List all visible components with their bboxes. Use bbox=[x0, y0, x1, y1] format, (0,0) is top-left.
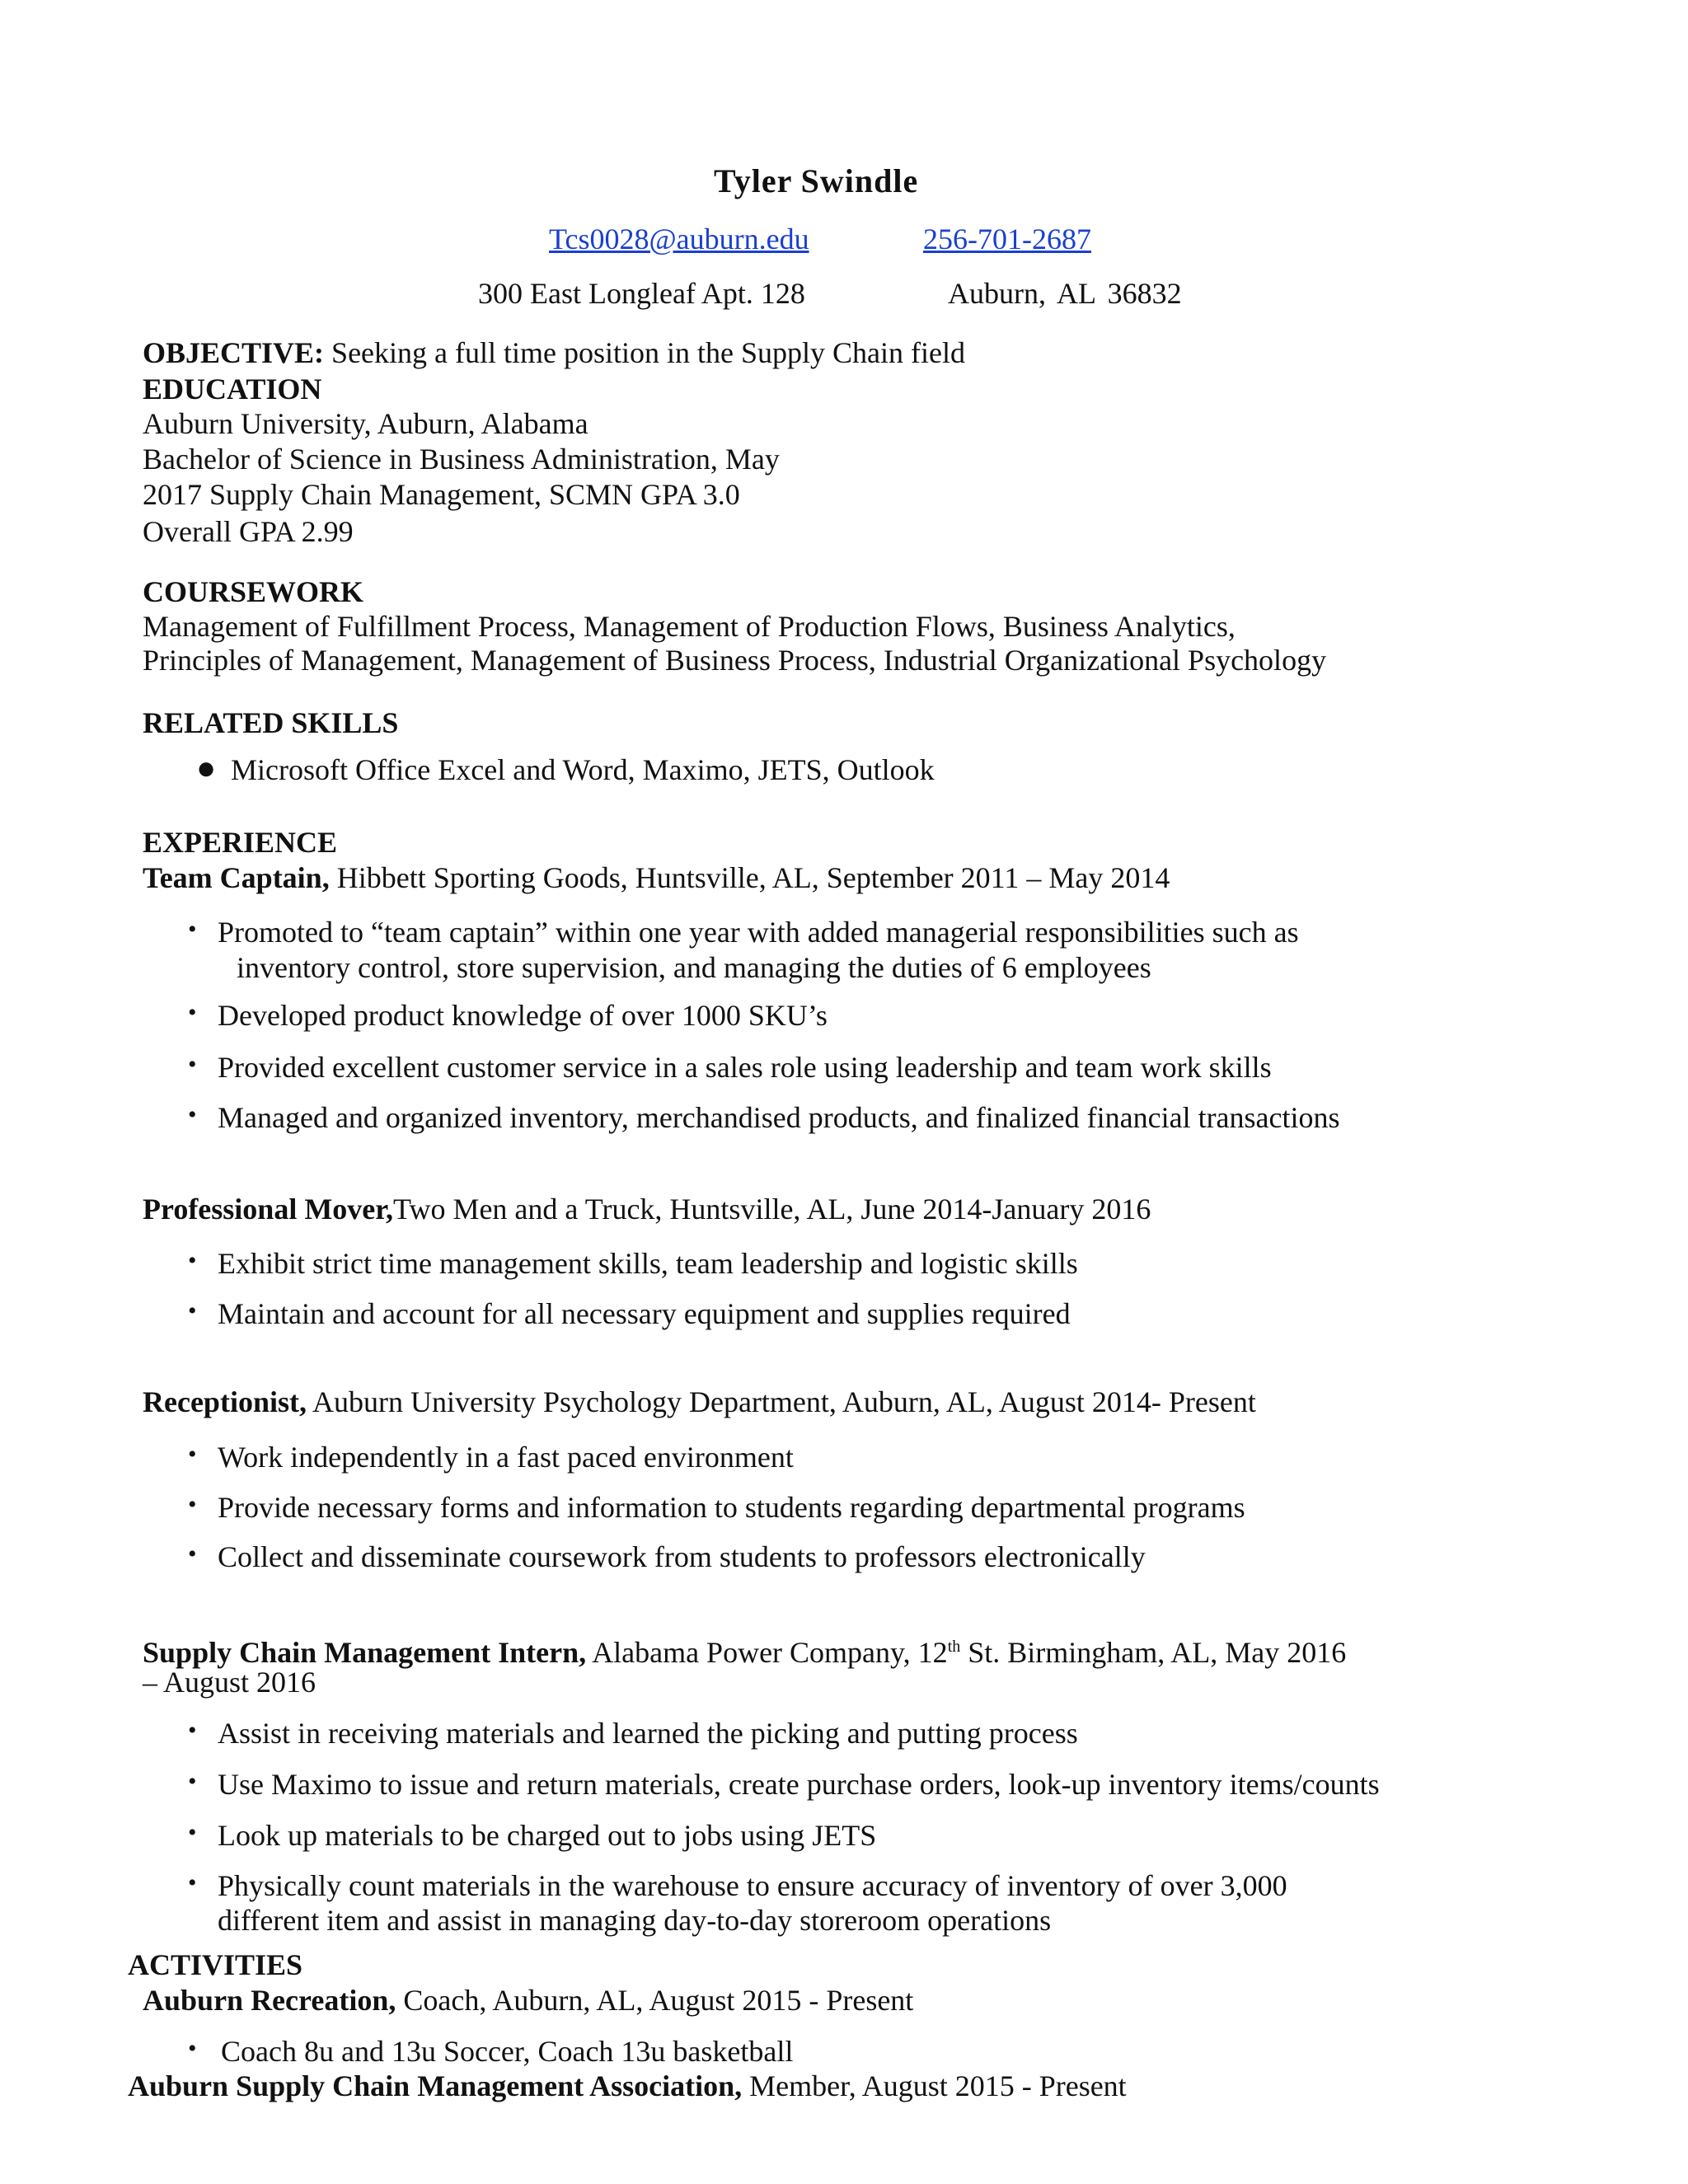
bullet-icon: • bbox=[188, 1101, 197, 1128]
job-bullet: Provided excellent customer service in a sales role using leadership and team work skills bbox=[218, 1051, 1272, 1084]
activity-details: Member, August 2015 - Present bbox=[742, 2069, 1127, 2102]
job-details: Auburn University Psychology Department, Auburn, AL, August 2014- Present bbox=[306, 1385, 1256, 1418]
bullet-icon: • bbox=[188, 1768, 197, 1795]
bullet-icon: • bbox=[188, 1247, 197, 1274]
city-state-zip: Auburn, AL 36832 bbox=[948, 277, 1182, 310]
education-line: Auburn University, Auburn, Alabama bbox=[143, 407, 588, 440]
bullet-icon: • bbox=[188, 916, 197, 943]
experience-heading: EXPERIENCE bbox=[143, 826, 338, 859]
street-address: 300 East Longleaf Apt. 128 bbox=[478, 277, 805, 310]
bullet-icon: • bbox=[188, 2035, 197, 2062]
bullet-icon: • bbox=[188, 1540, 197, 1568]
job-details: Hibbett Sporting Goods, Huntsville, AL, September 2011 – May 2014 bbox=[329, 861, 1170, 894]
education-line: 2017 Supply Chain Management, SCMN GPA 3.0 bbox=[143, 478, 740, 511]
job-header bbox=[143, 1629, 1346, 1671]
bullet-icon: • bbox=[188, 1051, 197, 1078]
skill-item: Microsoft Office Excel and Word, Maximo, JETS, Outlook bbox=[231, 753, 935, 786]
job-bullet: Provide necessary forms and information to students regarding departmental programs bbox=[218, 1491, 1245, 1524]
phone-link[interactable]: 256-701-2687 bbox=[923, 223, 1091, 255]
activities-heading: ACTIVITIES bbox=[128, 1948, 303, 1981]
bullet-icon: • bbox=[188, 1819, 197, 1846]
job-details: Alabama Power Company, 12 bbox=[586, 1636, 948, 1669]
job-bullet: Look up materials to be charged out to jobs using JETS bbox=[218, 1819, 877, 1852]
bullet-icon: • bbox=[188, 1717, 197, 1744]
bullet-icon: • bbox=[188, 1441, 197, 1468]
coursework-line: Management of Fulfillment Process, Management of Production Flows, Business Analytics, bbox=[143, 610, 1236, 643]
bullet-icon: • bbox=[188, 1297, 197, 1324]
job-bullet: Work independently in a fast paced environment bbox=[218, 1441, 794, 1474]
activity-title: Auburn Supply Chain Management Association, bbox=[128, 2069, 743, 2102]
job-bullet: Promoted to “team captain” within one year with added managerial responsibilities such as bbox=[218, 916, 1299, 949]
job-header-continued: – August 2016 bbox=[143, 1666, 316, 1699]
bullet-icon: ● bbox=[196, 749, 217, 786]
activity-bullet: Coach 8u and 13u Soccer, Coach 13u basketball bbox=[221, 2035, 794, 2068]
skills-heading: RELATED SKILLS bbox=[143, 706, 399, 739]
job-header bbox=[143, 860, 1170, 896]
job-bullet: Managed and organized inventory, merchandised products, and finalized financial transactions bbox=[218, 1101, 1340, 1134]
education-heading: EDUCATION bbox=[143, 373, 322, 405]
bullet-icon: • bbox=[188, 1869, 197, 1896]
job-bullet: Use Maximo to issue and return materials, create purchase orders, look-up inventory items/counts bbox=[218, 1768, 1380, 1801]
education-line: Bachelor of Science in Business Administration, May bbox=[143, 443, 780, 476]
education-line: Overall GPA 2.99 bbox=[143, 515, 354, 548]
job-bullet-continued: inventory control, store supervision, and managing the duties of 6 employees bbox=[237, 951, 1151, 984]
objective-line bbox=[143, 335, 965, 371]
job-bullet: Assist in receiving materials and learned the picking and putting process bbox=[218, 1717, 1078, 1750]
activity-header bbox=[128, 2068, 1127, 2104]
job-title: Team Captain, bbox=[143, 861, 330, 894]
activity-title: Auburn Recreation, bbox=[143, 1984, 396, 2017]
job-bullet-continued: different item and assist in managing day-to-day storeroom operations bbox=[218, 1904, 1052, 1937]
job-title: Supply Chain Management Intern, bbox=[143, 1636, 587, 1669]
email-link[interactable]: Tcs0028@auburn.edu bbox=[549, 223, 809, 255]
job-bullet: Maintain and account for all necessary equipment and supplies required bbox=[218, 1297, 1071, 1330]
job-header bbox=[143, 1191, 1151, 1227]
job-bullet: Developed product knowledge of over 1000 SKU’s bbox=[218, 999, 828, 1032]
job-bullet: Physically count materials in the warehouse to ensure accuracy of inventory of over 3,000 bbox=[218, 1869, 1287, 1902]
job-title: Receptionist, bbox=[143, 1385, 307, 1418]
job-bullet: Collect and disseminate coursework from students to professors electronically bbox=[218, 1540, 1146, 1573]
bullet-icon: • bbox=[188, 1491, 197, 1518]
objective-text: Seeking a full time position in the Supply Chain field bbox=[331, 336, 965, 369]
job-title: Professional Mover, bbox=[143, 1193, 393, 1226]
candidate-name: Tyler Swindle bbox=[714, 162, 919, 199]
job-details: Two Men and a Truck, Huntsville, AL, June 2014-January 2016 bbox=[392, 1193, 1151, 1226]
job-details-end: St. Birmingham, AL, May 2016 bbox=[960, 1636, 1347, 1669]
activity-header bbox=[143, 1982, 913, 2018]
coursework-heading: COURSEWORK bbox=[143, 575, 364, 608]
coursework-line: Principles of Management, Management of Business Process, Industrial Organizational Psychology bbox=[143, 644, 1327, 677]
job-bullet: Exhibit strict time management skills, team leadership and logistic skills bbox=[218, 1247, 1078, 1280]
ordinal-suffix: th bbox=[947, 1638, 961, 1656]
activity-details: Coach, Auburn, AL, August 2015 - Present bbox=[396, 1984, 914, 2017]
bullet-icon: • bbox=[188, 999, 197, 1026]
objective-label: OBJECTIVE: bbox=[143, 336, 325, 369]
job-header bbox=[143, 1384, 1256, 1420]
